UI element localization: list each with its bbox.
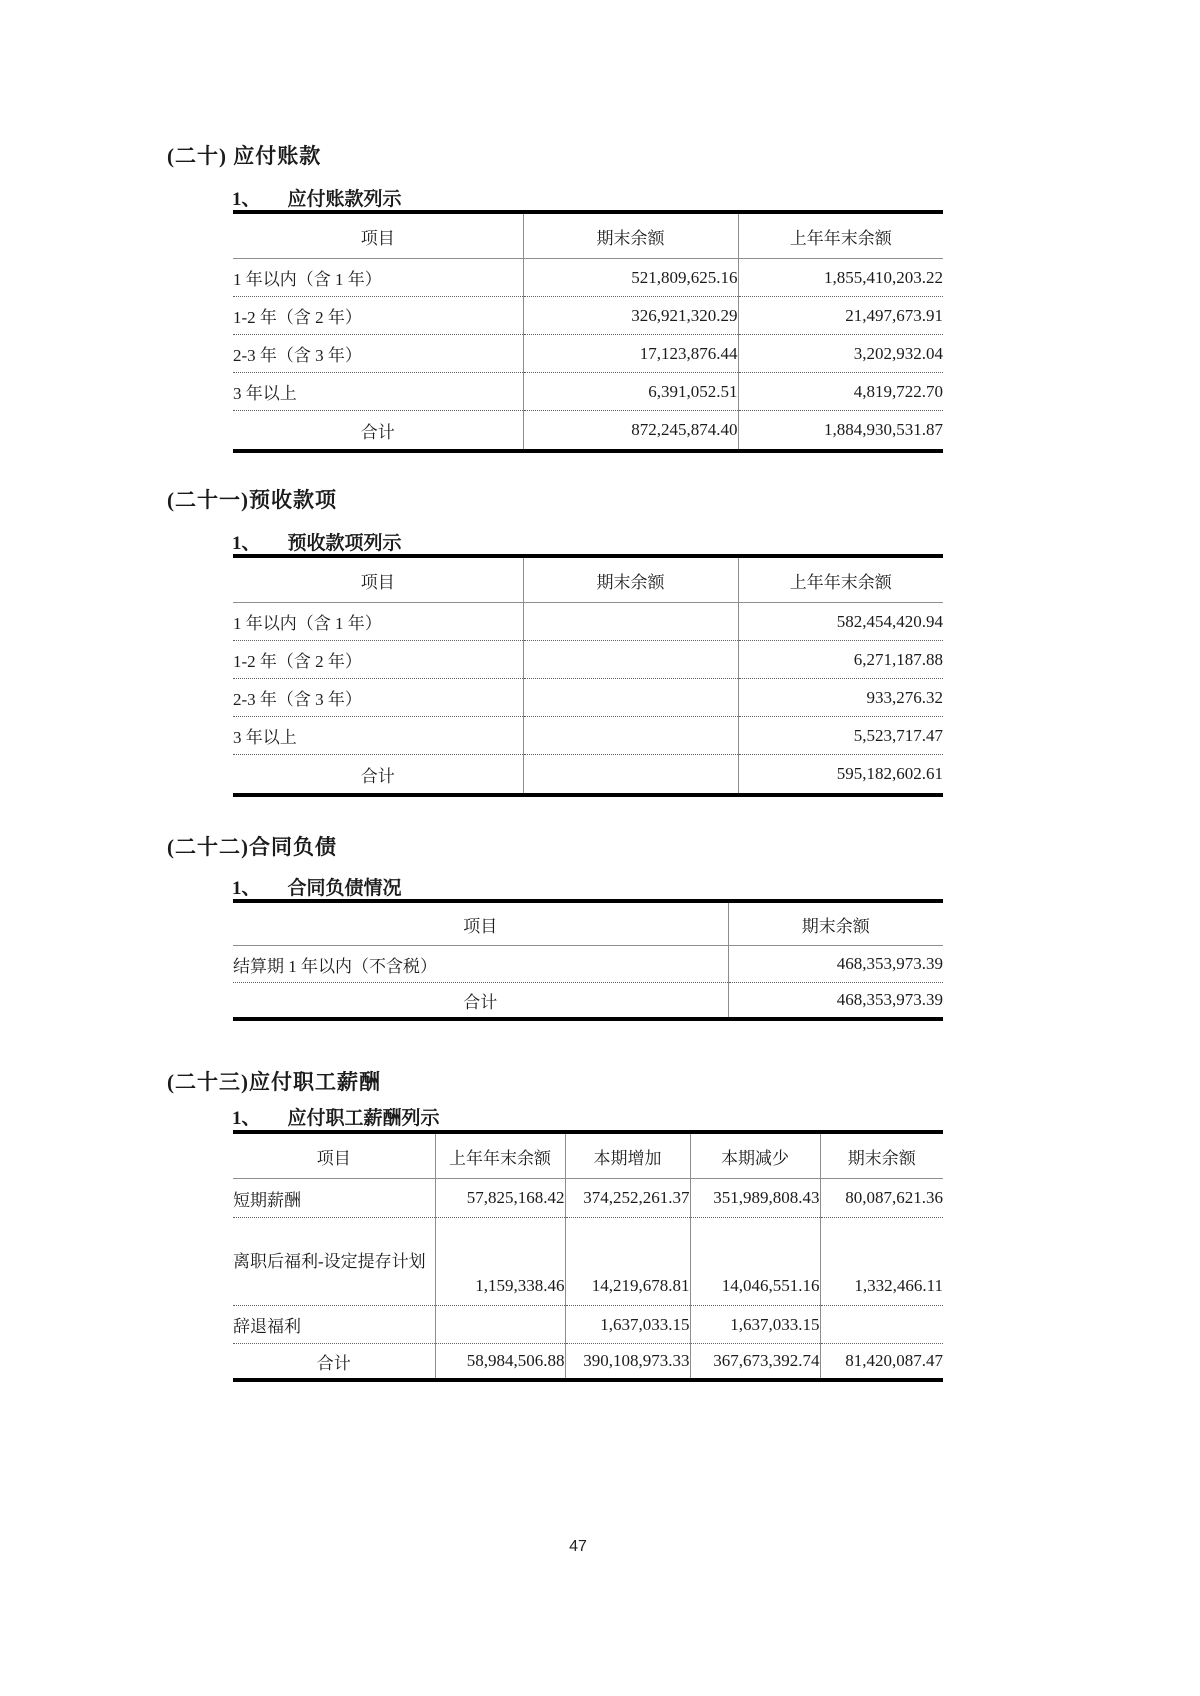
table-total-row <box>233 983 943 1020</box>
table-total-row <box>233 755 943 796</box>
amount-cell <box>435 1306 565 1344</box>
table-header-row <box>233 1132 943 1179</box>
accounts-payable-table <box>233 210 943 453</box>
total-label-cell: 合计 <box>360 422 395 442</box>
header-cell: 项目 <box>233 901 728 946</box>
header-cell: 上年年末余额 <box>738 556 943 603</box>
table-row <box>233 679 943 717</box>
header-cell: 本期减少 <box>690 1132 820 1179</box>
employee-benefits-table <box>233 1130 943 1382</box>
amount-cell: 351,989,808.43 <box>690 1179 820 1218</box>
amount-cell: 80,087,621.36 <box>820 1179 943 1218</box>
amount-cell: 1,637,033.15 <box>565 1306 690 1344</box>
header-cell: 期末余额 <box>728 901 943 946</box>
table-row <box>233 1306 943 1344</box>
amount-cell: 3,202,932.04 <box>738 335 943 373</box>
row-label-cell: 2-3 年（含 3 年） <box>233 679 523 717</box>
table-row <box>233 946 943 983</box>
total-amount-cell: 390,108,973.33 <box>565 1344 690 1381</box>
subsection-heading-accounts-payable-list <box>232 184 402 211</box>
table-header-row <box>233 556 943 603</box>
row-label-cell: 1 年以内（含 1 年） <box>233 603 523 641</box>
amount-cell: 1,332,466.11 <box>820 1218 943 1306</box>
table-row <box>233 335 943 373</box>
total-label-cell: 合计 <box>360 766 395 786</box>
subsection-number: 1、 <box>232 878 261 899</box>
row-label-cell: 短期薪酬 <box>233 1179 435 1218</box>
row-label-cell: 3 年以上 <box>233 717 523 755</box>
amount-cell <box>523 603 738 641</box>
table-row <box>233 1218 943 1306</box>
subsection-title: 合同负债情况 <box>287 878 402 899</box>
amount-cell: 6,271,187.88 <box>738 641 943 679</box>
table-header-row <box>233 901 943 946</box>
amount-cell: 5,523,717.47 <box>738 717 943 755</box>
subsection-title: 预收款项列示 <box>287 533 402 554</box>
subsection-heading-advances-list <box>232 528 402 555</box>
subsection-heading-contract-liabilities <box>232 873 402 900</box>
table-row <box>233 1179 943 1218</box>
table-row <box>233 717 943 755</box>
subsection-heading-employee-benefits-list <box>232 1103 440 1130</box>
table-row <box>233 641 943 679</box>
row-label-cell: 1 年以内（含 1 年） <box>233 259 523 297</box>
table-row <box>233 297 943 335</box>
amount-cell: 4,819,722.70 <box>738 373 943 411</box>
row-label-cell: 离职后福利-设定提存计划 <box>233 1218 435 1306</box>
amount-cell: 14,046,551.16 <box>690 1218 820 1306</box>
total-amount-cell: 872,245,874.40 <box>523 411 738 452</box>
table-total-row <box>233 411 943 452</box>
total-amount-cell: 367,673,392.74 <box>690 1344 820 1381</box>
subsection-number: 1、 <box>232 533 261 554</box>
header-cell: 期末余额 <box>820 1132 943 1179</box>
row-label-cell: 2-3 年（含 3 年） <box>233 335 523 373</box>
amount-cell: 521,809,625.16 <box>523 259 738 297</box>
table-total-row <box>233 1344 943 1381</box>
total-amount-cell: 81,420,087.47 <box>820 1344 943 1381</box>
table-row <box>233 603 943 641</box>
amount-cell: 14,219,678.81 <box>565 1218 690 1306</box>
subsection-title: 应付账款列示 <box>287 189 402 210</box>
subsection-number: 1、 <box>232 1108 261 1129</box>
section-heading-advances-received: (二十一)预收款项 <box>167 488 337 512</box>
section-heading-accounts-payable: (二十) 应付账款 <box>167 144 322 168</box>
amount-cell <box>523 641 738 679</box>
page-number: 47 <box>569 1538 587 1555</box>
table-header-row <box>233 212 943 259</box>
total-label-cell: 合计 <box>463 992 498 1012</box>
header-cell: 期末余额 <box>523 212 738 259</box>
amount-cell: 6,391,052.51 <box>523 373 738 411</box>
amount-cell: 57,825,168.42 <box>435 1179 565 1218</box>
amount-cell: 582,454,420.94 <box>738 603 943 641</box>
header-cell: 项目 <box>233 1132 435 1179</box>
amount-cell: 1,159,338.46 <box>435 1218 565 1306</box>
total-amount-cell: 468,353,973.39 <box>728 983 943 1020</box>
amount-cell: 1,637,033.15 <box>690 1306 820 1344</box>
contract-liabilities-table <box>233 899 943 1021</box>
amount-cell: 933,276.32 <box>738 679 943 717</box>
amount-cell: 1,855,410,203.22 <box>738 259 943 297</box>
amount-cell: 374,252,261.37 <box>565 1179 690 1218</box>
row-label-cell: 1-2 年（含 2 年） <box>233 641 523 679</box>
section-heading-employee-benefits-payable: (二十三)应付职工薪酬 <box>167 1070 381 1094</box>
subsection-number: 1、 <box>232 189 261 210</box>
amount-cell: 326,921,320.29 <box>523 297 738 335</box>
amount-cell <box>523 717 738 755</box>
header-cell: 项目 <box>233 556 523 603</box>
total-amount-cell: 595,182,602.61 <box>738 755 943 796</box>
table-row <box>233 259 943 297</box>
header-cell: 上年年末余额 <box>435 1132 565 1179</box>
header-cell: 上年年末余额 <box>738 212 943 259</box>
amount-cell <box>820 1306 943 1344</box>
row-label-cell: 辞退福利 <box>233 1306 435 1344</box>
row-label-cell: 3 年以上 <box>233 373 523 411</box>
subsection-title: 应付职工薪酬列示 <box>287 1108 440 1129</box>
section-heading-contract-liabilities: (二十二)合同负债 <box>167 835 337 859</box>
row-label-cell: 1-2 年（含 2 年） <box>233 297 523 335</box>
total-amount-cell <box>523 755 738 796</box>
header-cell: 项目 <box>233 212 523 259</box>
amount-cell: 21,497,673.91 <box>738 297 943 335</box>
table-row <box>233 373 943 411</box>
amount-cell <box>523 679 738 717</box>
amount-cell: 17,123,876.44 <box>523 335 738 373</box>
header-cell: 本期增加 <box>565 1132 690 1179</box>
header-cell: 期末余额 <box>523 556 738 603</box>
advances-received-table <box>233 554 943 797</box>
total-amount-cell: 58,984,506.88 <box>435 1344 565 1381</box>
total-amount-cell: 1,884,930,531.87 <box>738 411 943 452</box>
amount-cell: 468,353,973.39 <box>728 946 943 983</box>
row-label-cell: 结算期 1 年以内（不含税） <box>233 946 728 983</box>
total-label-cell: 合计 <box>316 1353 351 1373</box>
